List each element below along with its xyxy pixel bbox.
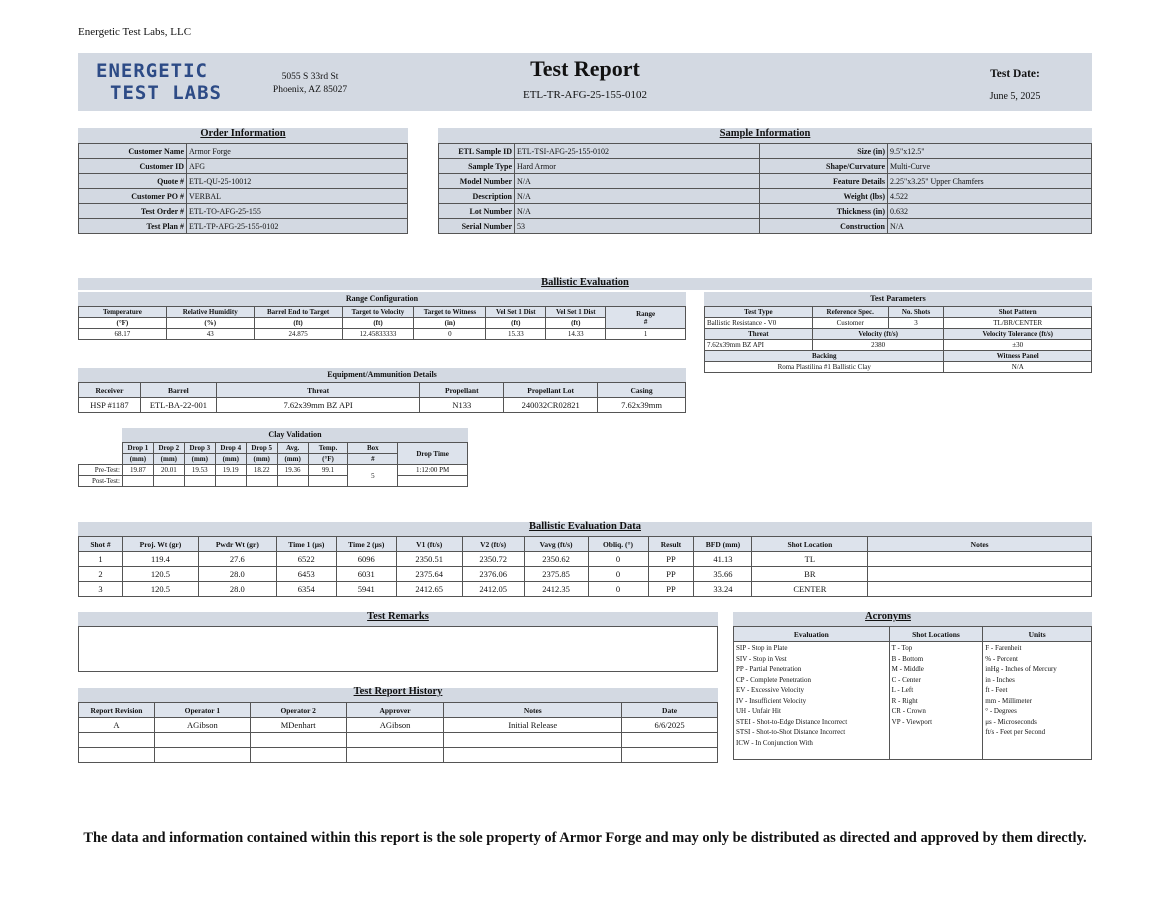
rc-header: Range [636,309,656,318]
acronym-location-item: CR - Crown [891,707,926,715]
order-label: Quote # [79,174,187,189]
tp-head-velocity: Velocity (ft/s) [812,329,944,340]
tp-tolerance: ±30 [944,340,1092,351]
bed-cell: 120.5 [122,567,198,582]
sample-label: Serial Number [439,219,515,234]
clay-unit: (mm) [215,454,246,465]
equipment-value: 7.62x39mm [598,398,686,413]
address-line-2: Phoenix, AZ 85027 [272,85,348,95]
history-empty-cell [154,748,250,763]
clay-header: Drop 4 [215,443,246,454]
bed-cell: 0 [588,567,648,582]
tp-head-threat: Threat [705,329,813,340]
acronym-location-item: M - Middle [891,665,924,673]
clay-header: Box [348,443,398,454]
acr-head-eval: Evaluation [734,627,890,642]
equipment-value: ETL-BA-22-001 [140,398,216,413]
clay-box: 5 [348,465,398,487]
history-cell: 6/6/2025 [622,718,718,733]
acronym-location-item: VP - Viewport [891,717,933,726]
bed-header: V1 (ft/s) [396,537,462,552]
history-header: Report Revision [79,703,155,718]
sample-value: ETL-TSI-AFG-25-155-0102 [515,144,760,159]
acronym-unit-item: mm - Millimeter [985,696,1032,705]
clay-header: Avg. [277,443,308,454]
equipment-header: Barrel [140,383,216,398]
history-empty-cell [250,733,346,748]
address [264,71,356,97]
clay-header: Drop 1 [122,443,153,454]
rc-header: Temperature [79,307,167,318]
tp-spec: Customer [812,318,888,329]
rc-header: Vel Set 1 Dist [486,307,546,318]
history-header: Approver [346,703,444,718]
bed-header: Vavg (ft/s) [524,537,588,552]
bed-cell: 119.4 [122,552,198,567]
acronym-location-item: R - Right [891,696,918,705]
history-empty-row [79,733,718,748]
clay-post-value [153,476,184,487]
clay-unit: (mm) [246,454,277,465]
rc-unit: (in) [414,318,486,329]
clay-unit: (°F) [308,454,348,465]
acronym-unit-item: μs - Microseconds [985,717,1037,726]
bed-cell: 2350.51 [396,552,462,567]
test-params-title: Test Parameters [870,294,926,303]
bed-header: Proj. Wt (gr) [122,537,198,552]
clay-pre-value: 19.87 [122,465,153,476]
acr-head-units: Units [983,627,1092,642]
bed-cell: CENTER [752,582,868,597]
bed-cell: 6522 [276,552,336,567]
acronym-evaluation-item: SIP - Stop in Plate [736,644,788,652]
rc-value: 43 [166,329,254,340]
tp-type: Ballistic Resistance - V0 [705,318,813,329]
bed-cell: 41.13 [694,552,752,567]
sample-label: Shape/Curvature [760,159,888,174]
bed-cell: BR [752,567,868,582]
clay-unit: (mm) [277,454,308,465]
acronym-unit-item: ft - Feet [985,686,1008,694]
sample-label: Lot Number [439,204,515,219]
acronym-evaluation-item: PP - Partial Penetration [736,665,802,673]
equipment-header: Propellant Lot [504,383,598,398]
clay-post-value [184,476,215,487]
rc-value: 24.875 [254,329,342,340]
history-cell: MDenhart [250,718,346,733]
acronyms-title: Acronyms [865,611,911,622]
clay-pre-value: 99.1 [308,465,348,476]
history-header: Operator 1 [154,703,250,718]
history-empty-row [79,748,718,763]
tp-backing: Roma Plastilina #1 Ballistic Clay [705,362,944,373]
acronym-evaluation-item: IV - Insufficient Velocity [736,696,807,705]
order-value: ETL-TO-AFG-25-155 [187,204,408,219]
bed-cell: PP [648,552,694,567]
equipment-value: 240032CR02821 [504,398,598,413]
clay-header: Temp. [308,443,348,454]
rc-value: 12.45833333 [342,329,414,340]
bed-cell: 6096 [336,552,396,567]
history-cell: AGibson [346,718,444,733]
history-empty-cell [250,748,346,763]
range-config-table [78,306,686,340]
bed-header: Result [648,537,694,552]
equipment-header: Propellant [420,383,504,398]
bed-cell: 28.0 [198,582,276,597]
range-config-title: Range Configuration [345,294,419,303]
tp-head-type: Test Type [705,307,813,318]
address-line-1: 5055 S 33rd St [281,72,339,82]
logo [96,60,222,104]
equipment-header: Receiver [79,383,141,398]
rc-value: 0 [414,329,486,340]
rc-header: Target to Velocity [342,307,414,318]
acronym-unit-item: inHg - Inches of Mercury [985,665,1057,673]
bed-title: Ballistic Evaluation Data [528,521,641,532]
clay-unit: (mm) [122,454,153,465]
history-row [79,718,718,733]
rc-header: Target to Witness [414,307,486,318]
clay-post-value [277,476,308,487]
test-params-table [704,306,1092,373]
bed-header: Time 1 (μs) [276,537,336,552]
rc-header: Relative Humidity [166,307,254,318]
bed-cell: 28.0 [198,567,276,582]
sample-title: Sample Information [719,128,811,139]
rc-unit: (ft) [342,318,414,329]
tp-shots: 3 [888,318,944,329]
acronym-unit-item: ft/s - Feet per Second [985,728,1046,736]
sample-value: 2.25"x3.25" Upper Chamfers [888,174,1092,189]
bed-cell [868,567,1092,582]
remarks-title: Test Remarks [367,611,429,622]
rc-value: 1 [606,329,686,340]
sample-value: 9.5"x12.5" [888,144,1092,159]
bed-header: BFD (mm) [694,537,752,552]
clay-post-label: Post-Test: [79,476,123,487]
order-label: Customer ID [79,159,187,174]
order-table [78,143,408,234]
bed-cell: 6354 [276,582,336,597]
acronym-unit-item: % - Percent [985,654,1018,663]
rc-unit: (ft) [254,318,342,329]
rc-value: 14.33 [546,329,606,340]
history-cell: Initial Release [444,718,622,733]
equipment-header: Casing [598,383,686,398]
order-value: Armor Forge [187,144,408,159]
sample-table [438,143,1092,234]
acronym-unit-item: ° - Degrees [985,707,1017,715]
history-empty-cell [346,733,444,748]
equipment-table [78,382,686,413]
order-value: AFG [187,159,408,174]
bed-cell: PP [648,567,694,582]
rc-value: 68.17 [79,329,167,340]
clay-header: Drop 5 [246,443,277,454]
sample-value: 53 [515,219,760,234]
remarks-box [78,626,718,672]
clay-pre-value: 18.22 [246,465,277,476]
bed-cell: 2375.64 [396,567,462,582]
sample-label: ETL Sample ID [439,144,515,159]
rc-unit: (ft) [546,318,606,329]
order-label: Test Order # [79,204,187,219]
history-empty-cell [622,733,718,748]
clay-header-drop-time: Drop Time [398,443,468,465]
history-header: Notes [444,703,622,718]
bed-row [79,582,1092,597]
acronym-location-item: T - Top [891,644,913,652]
order-label: Test Plan # [79,219,187,234]
history-title: Test Report History [353,686,443,697]
tp-threat: 7.62x39mm BZ API [705,340,813,351]
acronym-evaluation-item: EV - Excessive Velocity [736,686,804,694]
clay-title: Clay Validation [268,430,322,439]
acronym-location-item: B - Bottom [891,654,924,663]
order-label: Customer Name [79,144,187,159]
clay-pre-value: 19.19 [215,465,246,476]
test-date: June 5, 2025 [989,91,1041,102]
tp-pattern: TL/BR/CENTER [944,318,1092,329]
equipment-value: 7.62x39mm BZ API [216,398,420,413]
clay-drop-time: 1:12:00 PM [398,465,468,476]
sample-value: N/A [515,189,760,204]
tp-witness: N/A [944,362,1092,373]
acronym-evaluation-item: UH - Unfair Hit [736,707,781,715]
clay-post-value [215,476,246,487]
bed-cell: 1 [79,552,123,567]
sample-value: N/A [515,174,760,189]
history-cell: A [79,718,155,733]
acronym-evaluation-item: STEI - Shot-to-Edge Distance Incorrect [736,717,848,726]
bed-header: V2 (ft/s) [462,537,524,552]
logo-line-1: ENERGETIC [96,60,208,82]
bed-cell: PP [648,582,694,597]
clay-corner [79,443,123,465]
clay-pre-label: Pre-Test: [79,465,123,476]
bed-cell [868,582,1092,597]
order-value: ETL-QU-25-10012 [187,174,408,189]
clay-pre-value: 19.53 [184,465,215,476]
history-empty-cell [622,748,718,763]
bed-cell: 6453 [276,567,336,582]
rc-header: Vel Set 1 Dist [546,307,606,318]
acr-loc-cell [889,642,983,760]
order-value: ETL-TP-AFG-25-155-0102 [187,219,408,234]
footer-notice: The data and information contained within this report is the sole property of Armor Forge and may only be distributed as directed and approved by them directly. [83,830,1087,846]
bed-header: Obliq. (°) [588,537,648,552]
bed-cell: 2412.35 [524,582,588,597]
clay-post-drop-time [398,476,468,487]
equipment-header: Threat [216,383,420,398]
bed-cell: 0 [588,582,648,597]
tp-head-backing: Backing [705,351,944,362]
acr-eval-cell [734,642,890,760]
tp-head-pattern: Shot Pattern [944,307,1092,318]
order-title: Order Information [200,128,286,139]
sample-label: Weight (lbs) [760,189,888,204]
rc-unit: (%) [166,318,254,329]
history-empty-cell [79,748,155,763]
acronym-evaluation-item: SIV - Stop in Vest [736,654,787,663]
tp-head-tolerance: Velocity Tolerance (ft/s) [944,329,1092,340]
clay-unit: # [348,454,398,465]
bed-cell: 3 [79,582,123,597]
bed-cell: 2412.05 [462,582,524,597]
history-cell: AGibson [154,718,250,733]
sample-value: N/A [515,204,760,219]
history-table [78,702,718,763]
history-empty-cell [444,733,622,748]
rc-unit: (°F) [79,318,167,329]
sample-label: Thickness (in) [760,204,888,219]
history-empty-cell [79,733,155,748]
logo-line-2: TEST LABS [110,82,222,104]
acronym-evaluation-item: ICW - In Conjunction With [736,738,813,747]
bed-cell: 2 [79,567,123,582]
sample-value: N/A [888,219,1092,234]
tp-head-shots: No. Shots [888,307,944,318]
clay-pre-value: 19.36 [277,465,308,476]
bed-cell: 2350.72 [462,552,524,567]
rc-unit: # [643,317,648,326]
bed-cell: 5941 [336,582,396,597]
clay-pre-value: 20.01 [153,465,184,476]
history-empty-cell [154,733,250,748]
bed-cell: 2412.65 [396,582,462,597]
rc-value: 15.33 [486,329,546,340]
sample-label: Feature Details [760,174,888,189]
bed-table [78,536,1092,597]
bed-header: Notes [868,537,1092,552]
acronym-evaluation-item: CP - Complete Penetration [736,675,811,684]
bed-row [79,567,1092,582]
rc-unit: (ft) [486,318,546,329]
clay-unit: (mm) [184,454,215,465]
bed-cell: 2350.62 [524,552,588,567]
ballistic-eval-title: Ballistic Evaluation [541,277,629,288]
report-title: Test Report [530,56,640,81]
company-name: Energetic Test Labs, LLC [78,26,192,38]
clay-post-value [308,476,348,487]
report-number: ETL-TR-AFG-25-155-0102 [522,89,648,101]
history-empty-cell [346,748,444,763]
acronym-evaluation-item: STSI - Shot-to-Shot Distance Incorrect [736,728,846,736]
acr-units-cell [983,642,1092,760]
equipment-value: HSP #1187 [79,398,141,413]
sample-label: Sample Type [439,159,515,174]
acronyms-table [733,626,1092,760]
sample-label: Construction [760,219,888,234]
sample-label: Model Number [439,174,515,189]
equipment-title: Equipment/Ammunition Details [327,370,437,379]
test-date-label: Test Date: [990,68,1040,80]
rc-header: Barrel End to Target [254,307,342,318]
clay-unit: (mm) [153,454,184,465]
acronym-unit-item: F - Farenheit [985,644,1022,652]
bed-cell: 2376.06 [462,567,524,582]
history-header: Date [622,703,718,718]
clay-post-value [246,476,277,487]
sample-value: 4.522 [888,189,1092,204]
history-empty-cell [444,748,622,763]
bed-cell: 0 [588,552,648,567]
acr-head-loc: Shot Locations [889,627,983,642]
clay-table [78,442,468,487]
tp-head-spec: Reference Spec. [812,307,888,318]
order-value: VERBAL [187,189,408,204]
history-header: Operator 2 [250,703,346,718]
sample-label: Description [439,189,515,204]
bed-cell: 120.5 [122,582,198,597]
tp-velocity: 2380 [812,340,944,351]
tp-head-witness: Witness Panel [944,351,1092,362]
sample-value: Hard Armor [515,159,760,174]
order-label: Customer PO # [79,189,187,204]
bed-cell: 35.66 [694,567,752,582]
acronym-location-item: C - Center [891,675,921,684]
bed-cell: 33.24 [694,582,752,597]
bed-row [79,552,1092,567]
sample-label: Size (in) [760,144,888,159]
bed-header: Time 2 (μs) [336,537,396,552]
bed-header: Shot # [79,537,123,552]
bed-cell: TL [752,552,868,567]
bed-cell: 27.6 [198,552,276,567]
sample-value: Multi-Curve [888,159,1092,174]
sample-value: 0.632 [888,204,1092,219]
acronym-location-item: L - Left [891,686,914,694]
rc-range-header [606,307,686,329]
bed-cell: 6031 [336,567,396,582]
acronym-unit-item: in - Inches [985,675,1015,684]
bed-header: Pwdr Wt (gr) [198,537,276,552]
equipment-value: N133 [420,398,504,413]
clay-post-value [122,476,153,487]
bed-cell [868,552,1092,567]
bed-header: Shot Location [752,537,868,552]
clay-header: Drop 2 [153,443,184,454]
clay-header: Drop 3 [184,443,215,454]
bed-cell: 2375.85 [524,567,588,582]
